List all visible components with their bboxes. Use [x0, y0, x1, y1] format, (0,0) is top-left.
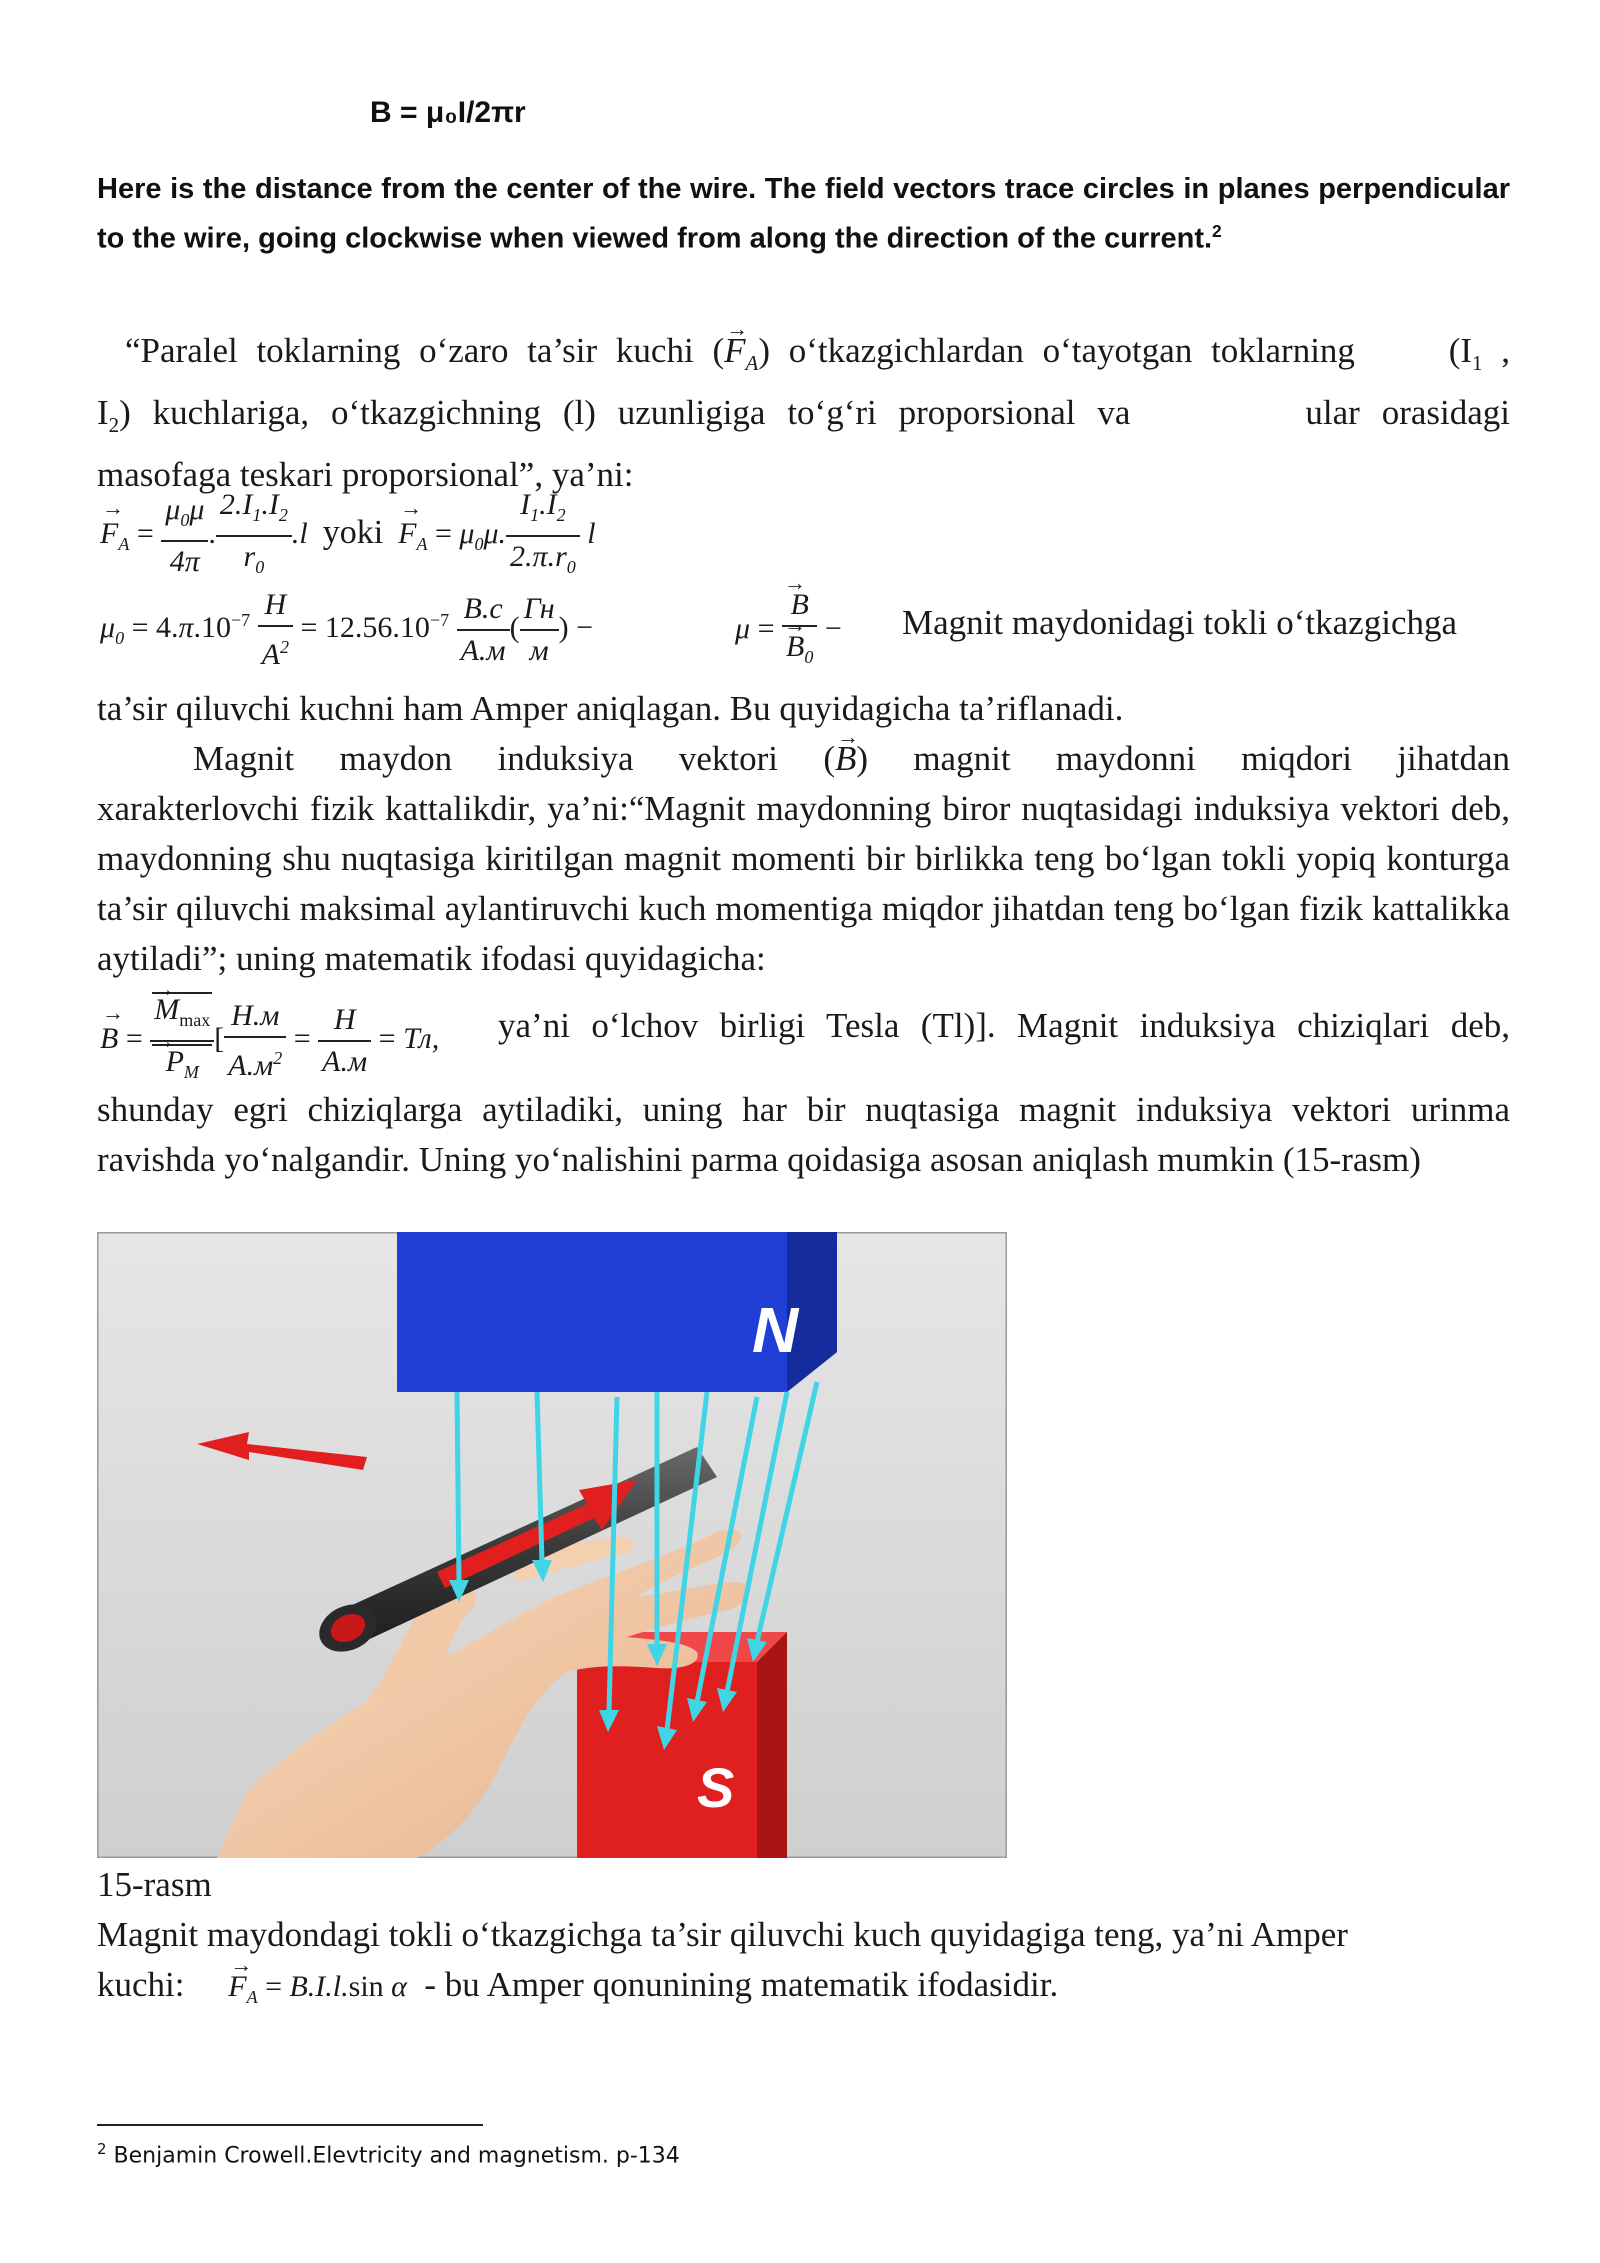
amper-paragraph: ta’sir qiluvchi kuchni ham Amper aniqlagan. Bu quyidagicha ta’riflanadi.: [97, 689, 1124, 728]
footnote: $^2$ Benjamin Crowell.Elevtricity and magnetism. p-134: [97, 2140, 680, 2169]
formula-force: → $F_A$ = $\frac{\mu_0\mu}{4\pi}$ . $\frac{2.I_1.I_2}{r_0}$ .l yoki → $F_A = \mu_0\mu$. $\frac{I_1.I_2}{2.\pi.r_0}$ l: [100, 485, 596, 587]
induction-symbol: → B: [835, 734, 856, 784]
footnote-separator: [97, 2124, 483, 2126]
force-symbol: → $F_A$: [724, 326, 758, 388]
amper-force-formula: → $F_A = B.I.l.\sin$ α: [228, 1970, 407, 2003]
magnet-s-label: S: [697, 1756, 735, 1819]
final-line-2: kuchi: → $F_A = B.I.l.\sin$ α - bu Amper qonunining matematik ifodasidir.: [97, 1960, 1510, 2022]
formula-B-text: ya’ni o‘lchov birligi Tesla (Tl)]. Magnit induksiya chiziqlari deb,: [498, 1006, 1510, 1045]
lines-paragraph: shunday egri chiziqlarga aytiladiki, uning har bir nuqtasiga magnit induksiya vektori urinma ravishda yo‘nalgandir. Uning yo‘nalishini parma qoidasiga asosan aniqlash mumkin (15-rasm): [97, 1090, 1510, 1179]
formula-mu-text: Magnit maydonidagi tokli o‘tkazgichga: [902, 603, 1458, 642]
formula-mu: $\mu_0 = 4.\pi.10^{-7}$ $\frac{H}{A^2}$ = $12.56.10^{-7}$ $\frac{B.c}{A.м}$ ( $\frac{Гн}{м}$ ) −: [100, 585, 593, 675]
figure-caption: 15-rasm: [97, 1865, 212, 1904]
law-line-2: $I_2$) kuchlariga, o‘tkazgichning (l) uzunligiga to‘g‘ri proporsional va ular orasidagi: [97, 393, 1510, 437]
english-paragraph: [97, 168, 1510, 260]
footnote-ref: 2: [1212, 221, 1222, 241]
formula-B: → B = $\frac{M_{max} \to}{P_M}$ → [ $\frac{H.м}{A.м^2}$ = $\frac{H}{A.м}$ = Тл,: [100, 990, 439, 1092]
english-paragraph-text: Here is the distance from the center of the wire. The field vectors trace circles in planes perpendicular to the wire, going clockwise when viewed from along the direction of the current.: [97, 173, 1510, 255]
induksiya-rest: xarakterlovchi fizik kattalikdir, ya’ni:“Magnit maydonning biror nuqtasidagi induksiya vektori deb, maydonning shu nuqtasiga kiritilgan magnit momenti bir birlikka teng bo‘lgan tokli yopiq konturga ta’sir qiluvchi maksimal aylantiruvchi kuch momentiga miqdor jihatdan teng bo‘lgan fizik kattalikka aytiladi”; uning matematik ifodasi quyidagicha:: [97, 789, 1510, 978]
induksiya-paragraph: [97, 734, 1510, 984]
formula-top: B = μ₀I/2πr: [370, 96, 526, 129]
law-line-1: “Paralel toklarning o‘zaro ta’sir kuchi (→ $F_A$) o‘tkazgichlardan o‘tayotgan toklarning ($I_1$ ,: [97, 326, 1510, 388]
law-paragraph: [97, 326, 1510, 500]
magnet-n-label: N: [752, 1294, 799, 1366]
law-line-3: masofaga teskari proporsional”, ya’ni:: [97, 455, 634, 494]
figure-15: [97, 1232, 1007, 1858]
final-line-1: Magnit maydondagi tokli o‘tkazgichga ta’sir qiluvchi kuch quyidagiga teng, ya’ni Amper: [97, 1915, 1348, 1954]
formula-mu-ratio: μ = → B → $B_0$ −: [735, 585, 842, 677]
final-paragraph: [97, 1910, 1510, 2022]
magnet-hand-illustration: [97, 1232, 1007, 1858]
induksiya-line-1: Magnit maydon induksiya vektori (→ B) magnit maydonni miqdori jihatdan: [97, 734, 1510, 784]
